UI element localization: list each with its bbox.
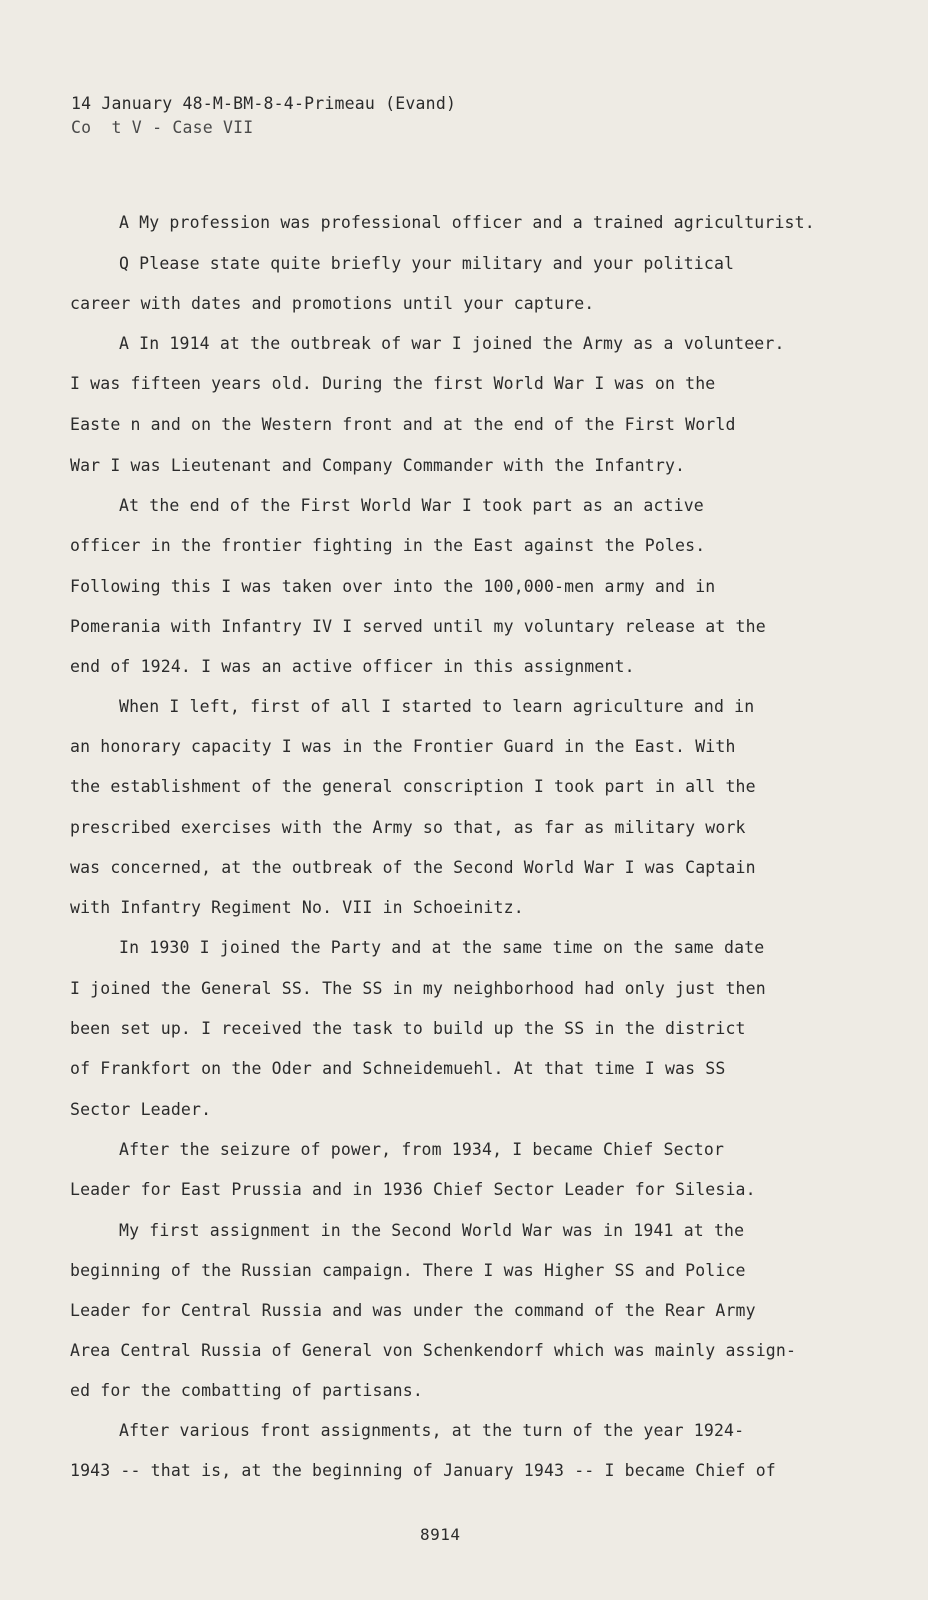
transcript-line: After the seizure of power, from 1934, I became Chief Sector: [119, 1140, 725, 1159]
transcript-line: In 1930 I joined the Party and at the same time on the same date: [119, 938, 765, 957]
transcript-line: end of 1924. I was an active officer in this assignment.: [70, 657, 635, 676]
transcript-line: Pomerania with Infantry IV I served until my voluntary release at the: [70, 617, 766, 636]
transcript-line: career with dates and promotions until your capture.: [70, 294, 595, 313]
transcript-line: officer in the frontier fighting in the East against the Poles.: [70, 536, 706, 555]
transcript-line: I joined the General SS. The SS in my neighborhood had only just then: [70, 979, 766, 998]
transcript-line: with Infantry Regiment No. VII in Schoeinitz.: [70, 898, 524, 917]
transcript-line: Following this I was taken over into the 100,000-men army and in: [70, 577, 716, 596]
transcript-line: Q Please state quite briefly your military and your political: [119, 254, 735, 273]
transcript-line: Sector Leader.: [70, 1100, 212, 1119]
transcript-line: Easte n and on the Western front and at the end of the First World: [70, 415, 736, 434]
transcript-line: been set up. I received the task to build up the SS in the district: [70, 1019, 746, 1038]
page-number: 8914: [420, 1525, 461, 1544]
transcript-line: At the end of the First World War I took part as an active: [119, 496, 704, 515]
transcript-line: ed for the combatting of partisans.: [70, 1381, 423, 1400]
transcript-line: was concerned, at the outbreak of the Second World War I was Captain: [70, 858, 756, 877]
transcript-line: Leader for East Prussia and in 1936 Chief Sector Leader for Silesia.: [70, 1180, 756, 1199]
transcript-line: the establishment of the general conscription I took part in all the: [70, 777, 756, 796]
transcript-line: I was fifteen years old. During the first World War I was on the: [70, 374, 716, 393]
transcript-line: My first assignment in the Second World War was in 1941 at the: [119, 1221, 745, 1240]
header-reference-line: 14 January 48-M-BM-8-4-Primeau (Evand): [71, 94, 457, 113]
transcript-line: War I was Lieutenant and Company Commander with the Infantry.: [70, 456, 686, 475]
transcript-line: Leader for Central Russia and was under the command of the Rear Army: [70, 1301, 756, 1320]
transcript-line: 1943 -- that is, at the beginning of January 1943 -- I became Chief of: [70, 1461, 776, 1480]
transcript-line: A In 1914 at the outbreak of war I joined the Army as a volunteer.: [119, 334, 785, 353]
transcript-line: A My profession was professional officer and a trained agriculturist.: [119, 213, 815, 232]
transcript-line: After various front assignments, at the turn of the year 1924-: [119, 1421, 745, 1440]
transcript-line: prescribed exercises with the Army so that, as far as military work: [70, 818, 746, 837]
transcript-line: of Frankfort on the Oder and Schneidemuehl. At that time I was SS: [70, 1059, 726, 1078]
transcript-line: an honorary capacity I was in the Frontier Guard in the East. With: [70, 737, 736, 756]
transcript-line: beginning of the Russian campaign. There I was Higher SS and Police: [70, 1261, 746, 1280]
transcript-line: Area Central Russia of General von Schenkendorf which was mainly assign-: [70, 1341, 797, 1360]
header-case-line: Co t V - Case VII: [71, 118, 254, 137]
transcript-line: When I left, first of all I started to learn agriculture and in: [119, 697, 755, 716]
